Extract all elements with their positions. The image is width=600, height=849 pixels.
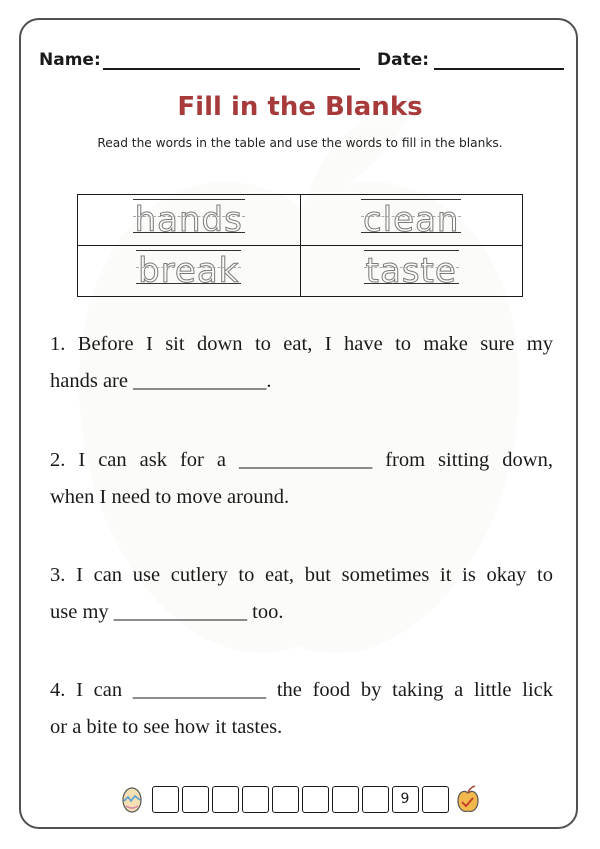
question-line: 4. I can _____________ the food by taking a little lick — [50, 679, 553, 701]
instructions: Read the words in the table and use the words to fill in the blanks. — [97, 136, 503, 150]
question-line: 3. I can use cutlery to eat, but sometimes it is okay to — [50, 564, 553, 586]
question-1[interactable] — [50, 326, 553, 400]
word-cell — [78, 246, 301, 297]
page-boxes — [150, 786, 450, 813]
page-title: Fill in the Blanks — [177, 92, 423, 122]
question-line: 1. Before I sit down to eat, I have to make sure my — [50, 333, 553, 355]
name-label: Name: — [39, 50, 101, 70]
question-2[interactable] — [50, 442, 553, 516]
question-line: or a bite to see how it tastes. — [50, 716, 283, 738]
name-field[interactable] — [103, 68, 360, 70]
page-box — [332, 786, 359, 813]
page-box — [152, 786, 179, 813]
page-number: 9 — [392, 786, 419, 813]
date-label: Date: — [377, 50, 430, 70]
page-box — [362, 786, 389, 813]
page-box — [272, 786, 299, 813]
question-line: when I need to move around. — [50, 486, 290, 508]
word-cell — [78, 195, 301, 246]
question-line: 2. I can ask for a _____________ from sitting down, — [50, 449, 553, 471]
question-line: use my _____________ too. — [50, 601, 284, 623]
page-box — [302, 786, 329, 813]
traced-word: clean — [363, 200, 460, 240]
page-box — [212, 786, 239, 813]
traced-word: hands — [134, 200, 243, 240]
apple-icon — [456, 784, 480, 814]
page-box — [242, 786, 269, 813]
traced-word: taste — [365, 251, 457, 291]
egg-icon — [120, 784, 144, 814]
question-3[interactable] — [50, 557, 553, 631]
question-line: hands are _____________. — [50, 370, 272, 392]
traced-word: break — [138, 251, 240, 291]
page-box — [422, 786, 449, 813]
question-4[interactable] — [50, 672, 553, 746]
date-field[interactable] — [434, 68, 564, 70]
word-cell — [300, 195, 523, 246]
word-cell — [300, 246, 523, 297]
page-number-strip — [0, 784, 600, 814]
word-bank-table — [77, 194, 523, 297]
page-box — [182, 786, 209, 813]
